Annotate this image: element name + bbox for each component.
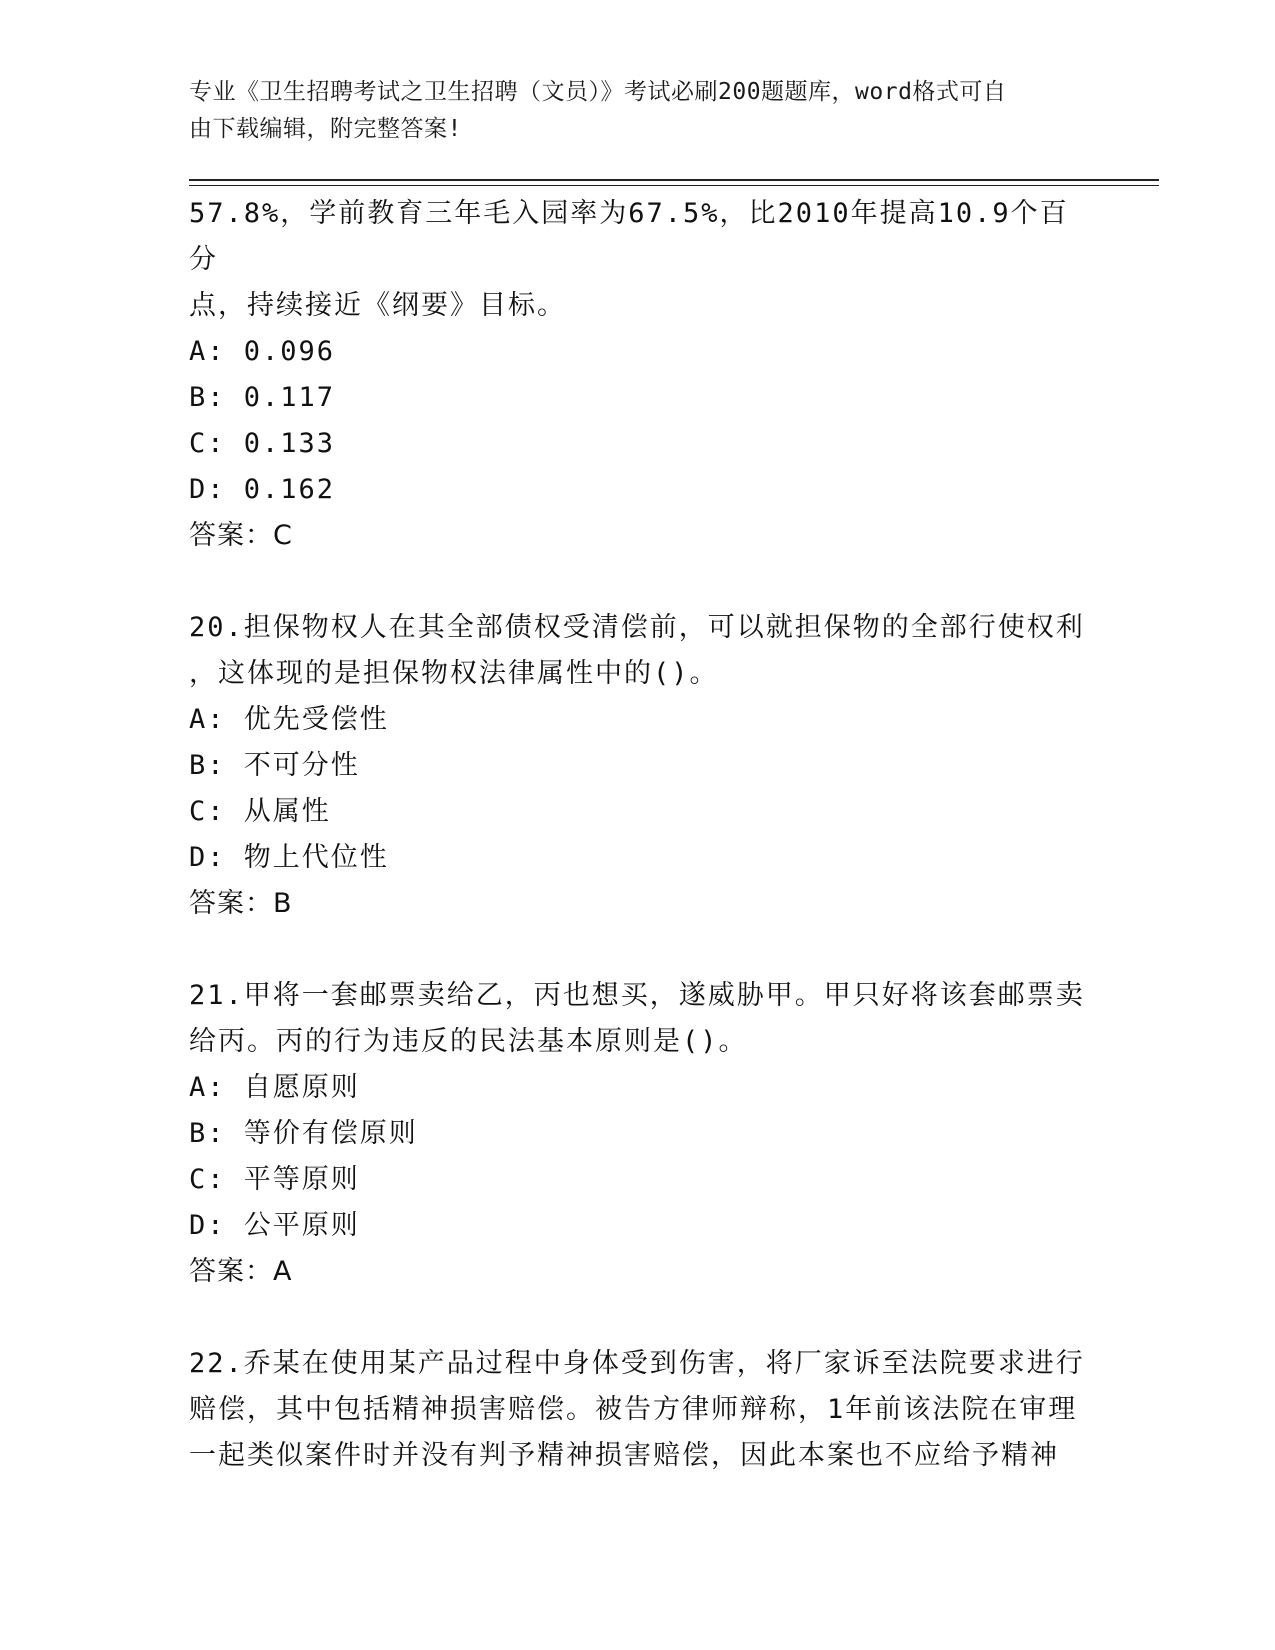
question-stem-line: 点，持续接近《纲要》目标。 <box>189 290 566 321</box>
page-header <box>189 74 1089 148</box>
question-stem-line: 57.8%，学前教育三年毛入园率为67.5%，比2010年提高10.9个百分 <box>189 198 1069 275</box>
option-c: C: 从属性 <box>189 796 331 827</box>
option-a: A: 0.096 <box>189 336 336 367</box>
option-c: C: 0.133 <box>189 428 336 459</box>
question-20 <box>189 605 1089 927</box>
answer-line: 答案：A <box>189 1256 293 1287</box>
option-a: A: 优先受偿性 <box>189 704 389 735</box>
question-stem-line: 给丙。丙的行为违反的民法基本原则是()。 <box>189 1026 748 1057</box>
header-rule-thick <box>189 179 1159 181</box>
option-d: D: 公平原则 <box>189 1210 360 1241</box>
question-stem-line: 22.乔某在使用某产品过程中身体受到伤害，将厂家诉至法院要求进行 <box>189 1348 1085 1379</box>
option-a: A: 自愿原则 <box>189 1072 360 1103</box>
option-b: B: 0.117 <box>189 382 336 413</box>
question-stem-line: 赔偿，其中包括精神损害赔偿。被告方律师辩称，1年前该法院在审理 <box>189 1394 1078 1425</box>
answer-line: 答案：B <box>189 888 293 919</box>
header-line-1: 专业《卫生招聘考试之卫生招聘（文员）》考试必刷200题题库，word格式可自 <box>189 79 1007 105</box>
question-19 <box>189 191 1089 559</box>
header-rule-thin <box>189 185 1159 186</box>
option-b: B: 等价有偿原则 <box>189 1118 418 1149</box>
option-d: D: 0.162 <box>189 474 336 505</box>
answer-line: 答案：C <box>189 520 293 551</box>
question-list <box>189 191 1089 1479</box>
option-c: C: 平等原则 <box>189 1164 360 1195</box>
question-stem-line: 21.甲将一套邮票卖给乙，丙也想买，遂威胁甲。甲只好将该套邮票卖 <box>189 980 1085 1011</box>
option-b: B: 不可分性 <box>189 750 360 781</box>
question-22 <box>189 1341 1089 1479</box>
option-d: D: 物上代位性 <box>189 842 389 873</box>
question-21 <box>189 973 1089 1295</box>
question-stem-line: ，这体现的是担保物权法律属性中的()。 <box>189 658 719 689</box>
question-stem-line: 20.担保物权人在其全部债权受清偿前，可以就担保物的全部行使权利 <box>189 612 1085 643</box>
header-line-2: 由下载编辑，附完整答案! <box>189 116 462 142</box>
question-stem-line: 一起类似案件时并没有判予精神损害赔偿，因此本案也不应给予精神 <box>189 1440 1059 1471</box>
